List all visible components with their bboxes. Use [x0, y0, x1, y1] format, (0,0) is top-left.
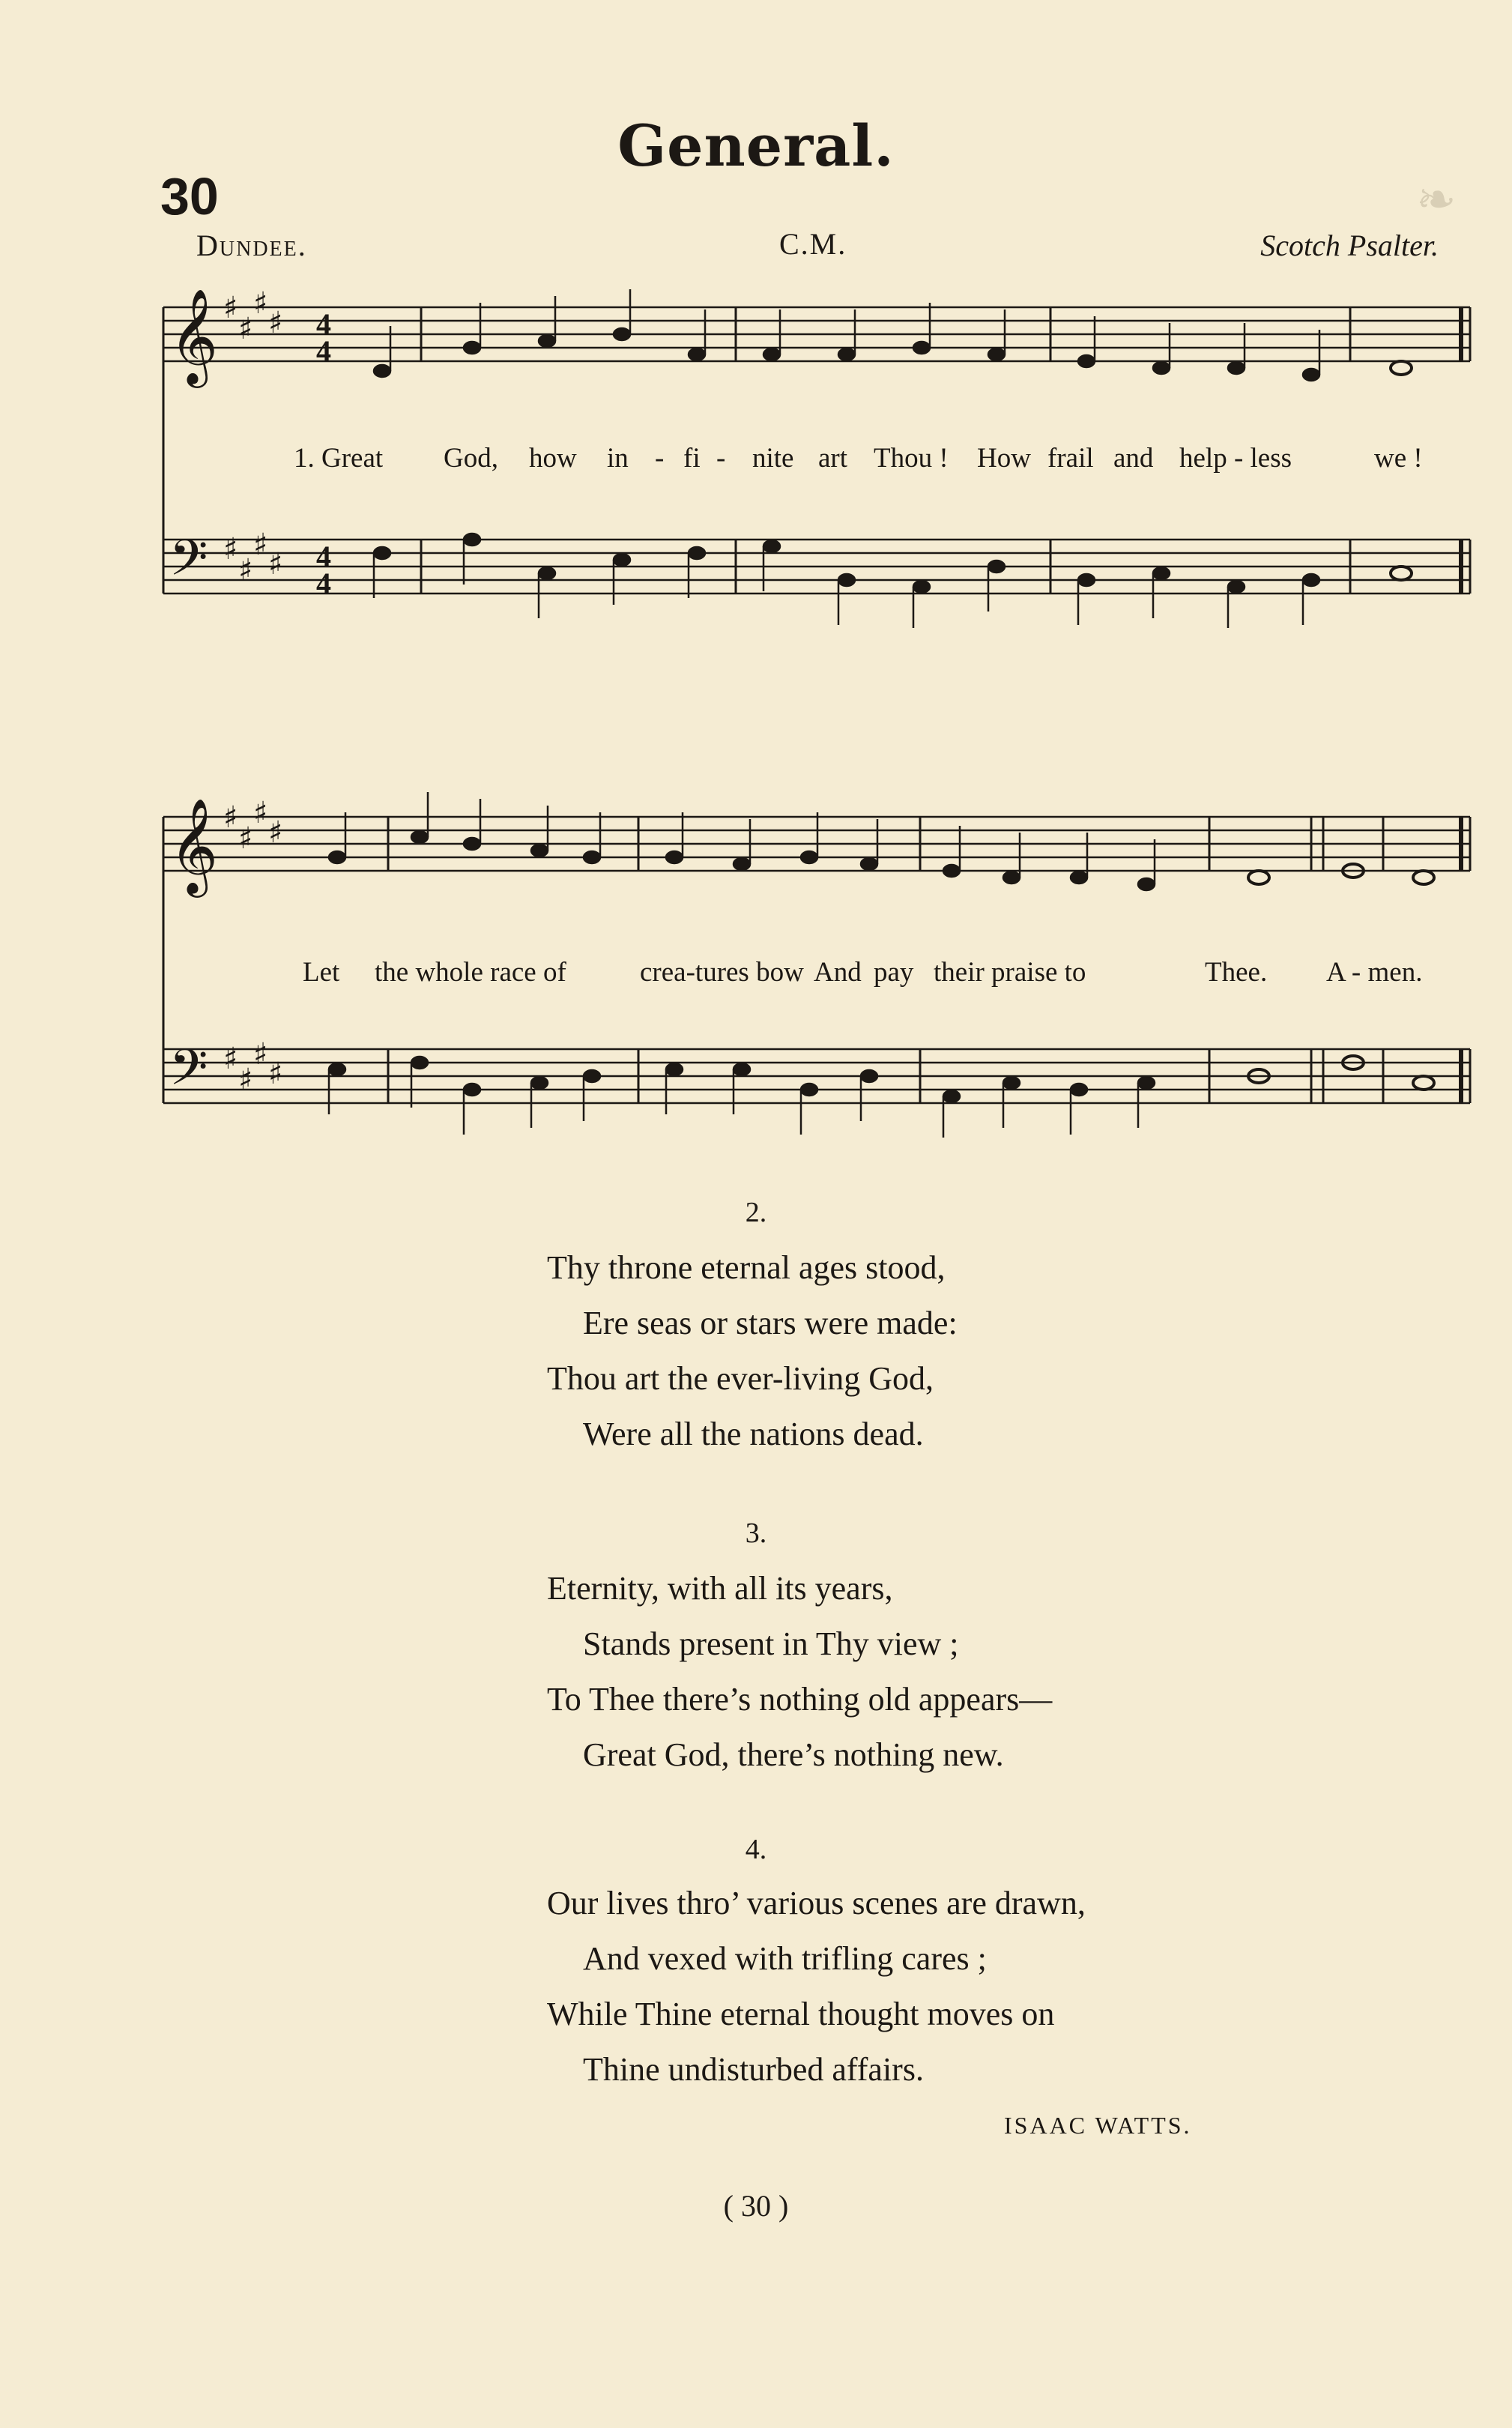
svg-text:4: 4: [316, 334, 331, 368]
time-signature-bass: [316, 540, 331, 600]
lyric-syllable: the whole race of: [375, 957, 566, 988]
svg-text:♯: ♯: [253, 286, 268, 321]
lyric-syllable: frail: [1047, 443, 1094, 474]
lyric-syllable: Thou !: [874, 443, 949, 474]
verse-line: Thy throne eternal ages stood,: [547, 1249, 946, 1286]
lyric-syllable: Thee.: [1205, 957, 1268, 988]
verse-line: Were all the nations dead.: [583, 1416, 924, 1452]
svg-text:♯: ♯: [268, 815, 283, 850]
lyrics-system-1: [0, 442, 1512, 480]
svg-text:♯: ♯: [238, 553, 253, 588]
svg-text:♯: ♯: [238, 1063, 253, 1097]
section-title: General.: [617, 112, 895, 179]
lyric-syllable: A - men.: [1326, 957, 1423, 988]
verse-line: Great God, there’s nothing new.: [583, 1736, 1004, 1773]
svg-text:♯: ♯: [238, 821, 253, 856]
lyric-syllable: we !: [1374, 443, 1423, 474]
lyric-syllable: Let: [303, 957, 340, 988]
svg-text:♯: ♯: [223, 291, 238, 325]
lyric-syllable: in: [607, 443, 629, 474]
svg-text:4: 4: [316, 567, 331, 600]
lyric-syllable: And: [814, 957, 862, 988]
hymn-number: 30: [160, 167, 219, 226]
lyric-syllable: art: [818, 443, 848, 474]
meter: C.M.: [779, 227, 847, 261]
svg-text:♯: ♯: [268, 306, 283, 340]
svg-text:♯: ♯: [268, 1057, 283, 1091]
page-number: ( 30 ): [723, 2189, 789, 2223]
treble-clef-icon: 𝄞: [169, 797, 219, 893]
treble-staff-1: [163, 307, 1470, 361]
lyric-syllable: their praise to: [934, 957, 1086, 988]
lyric-syllable: help - less: [1179, 443, 1292, 474]
svg-text:4: 4: [316, 540, 331, 573]
lyric-syllable: -: [716, 443, 726, 474]
key-signature-sharp-icon: [223, 796, 282, 1097]
svg-text:♯: ♯: [223, 800, 238, 835]
treble-clef-icon: 𝄞: [169, 288, 219, 384]
lyric-syllable: How: [977, 443, 1031, 474]
verse-line: To Thee there’s nothing old appears—: [547, 1681, 1053, 1718]
svg-text:♯: ♯: [253, 796, 268, 830]
key-signature-sharp-icon: [223, 286, 282, 588]
author-credit: ISAAC WATTS.: [1004, 2112, 1192, 2139]
svg-text:♯: ♯: [268, 547, 283, 582]
svg-text:♯: ♯: [253, 1037, 268, 1072]
bass-staff-1: [163, 540, 1470, 594]
lyric-syllable: 1. Great: [294, 443, 384, 474]
bass-staff-2: [163, 1049, 1470, 1103]
stanza-number: 2.: [745, 1197, 767, 1228]
verse-line: Thine undisturbed affairs.: [583, 2051, 924, 2088]
lyrics-system-2: [0, 956, 1512, 994]
stanza-number: 3.: [745, 1518, 767, 1549]
svg-text:♯: ♯: [238, 312, 253, 346]
verse-line: Eternity, with all its years,: [547, 1570, 893, 1607]
composer: Scotch Psalter.: [1260, 229, 1439, 262]
bass-clef-icon: 𝄢: [169, 1039, 208, 1108]
lyric-syllable: fi: [683, 443, 701, 474]
lyric-syllable: God,: [444, 443, 498, 474]
bass-clef-icon: 𝄢: [169, 529, 208, 599]
verse-line: Stands present in Thy view ;: [583, 1625, 959, 1662]
svg-text:♯: ♯: [253, 528, 268, 562]
stanza-number: 4.: [745, 1834, 767, 1865]
svg-text:4: 4: [316, 307, 331, 341]
lyric-syllable: -: [655, 443, 665, 474]
verse-line: And vexed with trifling cares ;: [583, 1940, 987, 1977]
lyric-syllable: how: [529, 443, 577, 474]
lyric-syllable: nite: [752, 443, 794, 474]
time-signature-treble: [316, 307, 331, 368]
lyric-syllable: crea-tures bow: [640, 957, 804, 988]
svg-text:♯: ♯: [223, 1042, 238, 1076]
verse-line: Our lives thro’ various scenes are drawn,: [547, 1885, 1086, 1921]
show-through-decoration: ❧: [1416, 173, 1457, 226]
lyric-syllable: and: [1113, 443, 1154, 474]
tune-name: Dundee.: [196, 229, 307, 262]
verse-line: Thou art the ever-living God,: [547, 1360, 934, 1397]
lyric-syllable: pay: [874, 957, 914, 988]
svg-text:♯: ♯: [223, 532, 238, 567]
verse-line: Ere seas or stars were made:: [583, 1305, 958, 1341]
verse-line: While Thine eternal thought moves on: [547, 1996, 1055, 2032]
